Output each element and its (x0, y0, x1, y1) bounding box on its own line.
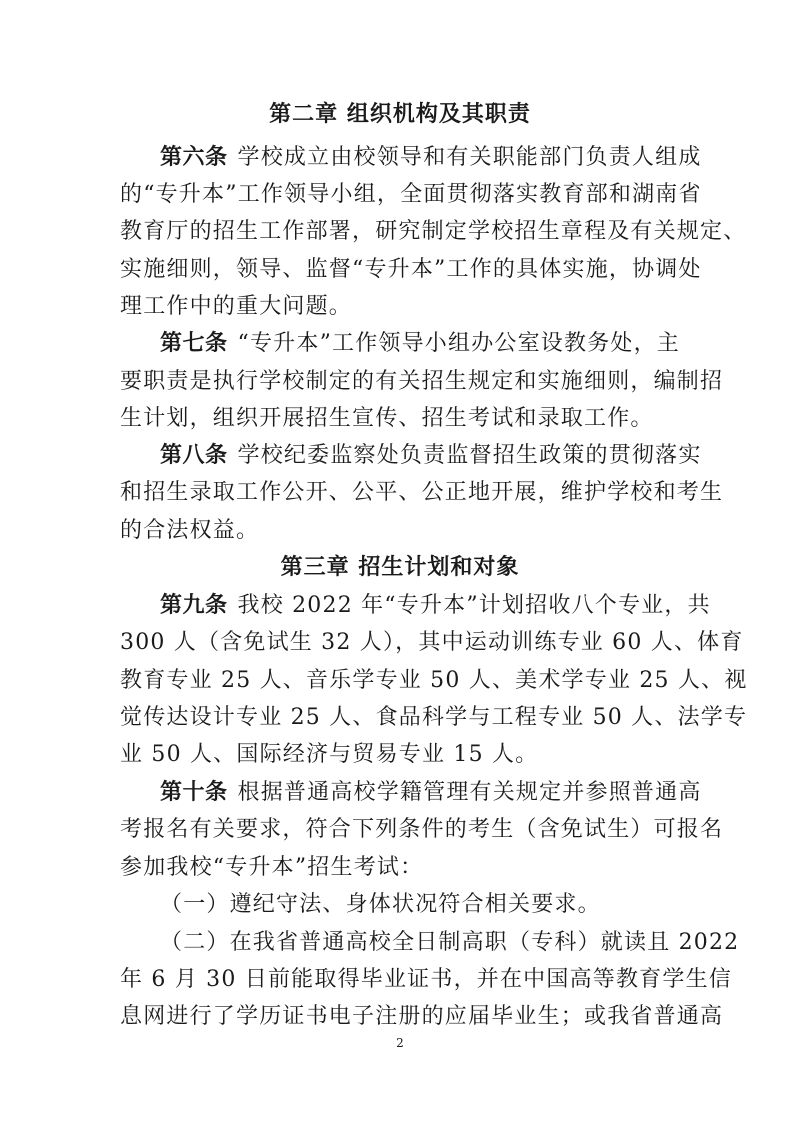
paragraph-line: 教育专业 25 人、音乐学专业 50 人、美术学专业 25 人、视 (120, 668, 748, 693)
paragraph-line: 参加我校“专升本”招生考试： (120, 855, 424, 880)
paragraph-line: 息网进行了学历证书电子注册的应届毕业生；或我省普通高 (120, 1004, 724, 1029)
paragraph-line: 实施细则，领导、监督“专升本”工作的具体实施，协调处 (120, 257, 702, 282)
paragraph-line: 理工作中的重大问题。 (120, 294, 353, 319)
paragraph-line: 和招生录取工作公开、公平、公正地开展，维护学校和考生 (120, 480, 724, 505)
paragraph-line: 觉传达设计专业 25 人、食品科学与工程专业 50 人、法学专 (120, 705, 748, 730)
page-number: 2 (396, 1036, 404, 1050)
paragraph-line: 年 6 月 30 日前能取得毕业证书，并在中国高等教育学生信 (120, 967, 732, 992)
paragraph-line (160, 778, 702, 808)
paragraph-line (160, 329, 680, 359)
paragraph-line (160, 143, 702, 173)
paragraph-line (160, 591, 711, 621)
article-label: 第八条 (160, 443, 228, 468)
paragraph-line: 的“专升本”工作领导小组，全面贯彻落实教育部和湖南省 (120, 182, 702, 207)
chapter-heading: 第三章 招生计划和对象 (280, 555, 520, 580)
paragraph-line: 业 50 人、国际经济与贸易专业 15 人。 (120, 742, 539, 767)
article-label: 第十条 (160, 780, 228, 805)
paragraph-line: 300 人（含免试生 32 人），其中运动训练专业 60 人、体育 (120, 630, 744, 655)
paragraph-text: 我校 2022 年“专升本”计划招收八个专业，共 (237, 593, 711, 618)
list-item: （一）遵纪守法、身体状况符合相关要求。 (160, 892, 601, 917)
paragraph-line: 要职责是执行学校制定的有关招生规定和实施细则，编制招 (120, 369, 724, 394)
paragraph-line (160, 441, 702, 471)
paragraph-line: 考报名有关要求，符合下列条件的考生（含免试生）可报名 (120, 817, 724, 842)
paragraph-line: 的合法权益。 (120, 518, 260, 543)
paragraph-line: 生计划，组织开展招生宣传、招生考试和录取工作。 (120, 406, 654, 431)
list-item: （二）在我省普通高校全日制高职（专科）就读且 2022 (160, 930, 740, 955)
paragraph-text: 学校成立由校领导和有关职能部门负责人组成 (237, 145, 702, 170)
chapter-heading: 第二章 组织机构及其职责 (269, 102, 531, 127)
article-label: 第七条 (160, 331, 228, 356)
article-label: 第九条 (160, 593, 228, 618)
paragraph-text: 学校纪委监察处负责监督招生政策的贯彻落实 (237, 443, 702, 468)
article-label: 第六条 (160, 145, 228, 170)
paragraph-text: 根据普通高校学籍管理有关规定并参照普通高 (237, 780, 702, 805)
paragraph-text: “专升本”工作领导小组办公室设教务处，主 (237, 331, 681, 356)
paragraph-line: 教育厅的招生工作部署，研究制定学校招生章程及有关规定、 (120, 219, 747, 244)
